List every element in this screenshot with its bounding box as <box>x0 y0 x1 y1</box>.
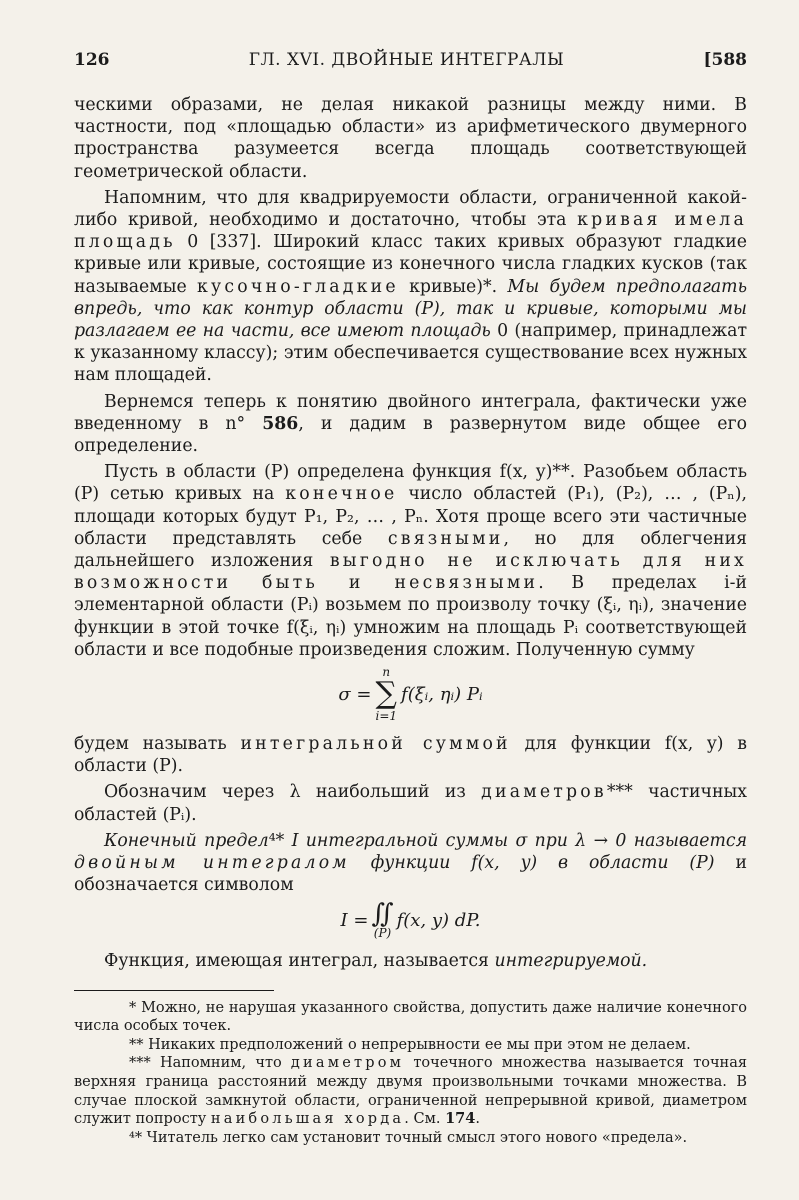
text: , но для облегчения дальнейшего изложения <box>74 528 747 572</box>
spaced-text: кривая имела площадь <box>74 210 747 253</box>
text: Обозначим через λ наибольший из <box>104 782 482 803</box>
paragraph-5 <box>74 733 747 777</box>
integral-domain: (P) <box>373 925 392 940</box>
section-number: [588 <box>703 50 747 70</box>
text: , и дадим в развернутом виде общее его определение. <box>74 413 747 457</box>
text: будем называть <box>74 734 241 755</box>
text: . <box>475 1111 480 1128</box>
page-header <box>74 50 747 80</box>
footnote-1: * Можно, не нарушая указанного свойства, допустить даже наличие конечного числа особых точек. <box>74 999 747 1035</box>
summation <box>376 665 398 723</box>
footnote-divider <box>74 990 274 991</box>
text: *** частичных областей (Pᵢ). <box>74 782 748 825</box>
paragraph-1 <box>74 94 747 183</box>
text: . См. <box>404 1111 446 1128</box>
spaced-text: наибольшая хорда <box>210 1111 405 1128</box>
text: число областей (P₁), (P₂), … , (Pₙ), площади которых будут P₁, P₂, … , Pₙ. Хотя проще всего эти частичные области представлять себе <box>74 484 747 549</box>
italic-text: интегрируемой. <box>494 950 648 971</box>
italic-text: I интегральной суммы σ при λ → 0 называется <box>291 830 748 851</box>
text: Функция, имеющая интеграл, называется <box>104 950 495 971</box>
double-integral-sign <box>371 898 394 940</box>
spaced-text: диаметром <box>290 1055 405 1072</box>
text: Вернемся теперь к понятию двойного интеграла, фактически уже введенному в n° <box>74 391 747 434</box>
text: 0 (например, принадлежат к указанному классу); этим обеспечивается существование всех нужных нам площадей. <box>74 321 748 386</box>
formula-lhs: σ = <box>338 683 372 705</box>
text: кривые)*. <box>398 276 508 297</box>
footnote-2: ** Никаких предположений о непрерывности ее мы при этом не делаем. <box>129 1036 691 1053</box>
spaced-text: диаметров <box>481 782 607 803</box>
paragraph-6 <box>74 781 747 825</box>
text: ⁴* <box>268 830 292 851</box>
page-number: 126 <box>74 50 110 70</box>
double-integral-formula <box>74 898 747 940</box>
italic-text: функции f(x, y) в области (P) <box>370 853 715 874</box>
formula-rhs: f(ξᵢ, ηᵢ) Pᵢ <box>401 683 483 705</box>
formula-lhs: I = <box>340 909 369 931</box>
body-text <box>74 94 747 972</box>
italic-text: Мы будем предполагать впредь, что как контур области (P), так и кривые, которыми мы разлагаем ее на части, все имеют площадь <box>74 276 747 342</box>
text: . В пределах i-й элементарной области (Pᵢ) возьмем по произволу точку (ξᵢ, ηᵢ), значение функции в этой точке f(ξᵢ, ηᵢ) умножим на площадь Pᵢ соответствующей области и все подобные произведения сложим. Полученную сумму <box>74 573 748 660</box>
sum-lower-limit: i=1 <box>375 709 398 724</box>
paragraph-4 <box>74 461 747 661</box>
spaced-text: конечное <box>285 484 398 505</box>
spaced-text: кусочно-гладкие <box>197 276 399 297</box>
formula-rhs: f(x, y) dP. <box>396 909 481 931</box>
footnote-3 <box>74 1054 747 1128</box>
text: для функции f(x, y) в области (P). <box>74 734 748 777</box>
paragraph-3 <box>74 391 747 458</box>
running-title: ГЛ. XVI. ДВОЙНЫЕ ИНТЕГРАЛЫ <box>248 50 565 70</box>
section-reference: 174 <box>445 1110 476 1128</box>
sum-upper-limit: n <box>382 665 391 680</box>
text: Напомним, что для квадрируемости области, ограниченной какой-либо кривой, необходимо и достаточно, чтобы эта <box>74 187 747 231</box>
italic-text: Конечный предел <box>104 830 269 851</box>
sigma-symbol: ∑ <box>375 676 397 712</box>
spaced-text: интегральной суммой <box>240 734 511 755</box>
text: ческими образами, не делая никакой разницы между ними. В частности, под «площадью области» из арифметического двумерного пространства разумеется всегда площадь соответствующей геометрической области. <box>74 95 747 182</box>
paragraph-2 <box>74 187 747 387</box>
text: и обозначается символом <box>74 853 747 896</box>
integral-symbol: ∬ <box>371 898 394 929</box>
text: 0 [337]. Широкий класс таких кривых образуют гладкие кривые или кривые, состоящие из конечного числа гладких кусков (так называемые <box>74 232 747 297</box>
text <box>350 853 371 873</box>
footnote-4: ⁴* Читатель легко сам установит точный смысл этого нового «предела». <box>129 1129 688 1146</box>
text: *** Напомним, что <box>129 1055 291 1072</box>
spaced-text: связными <box>387 528 504 549</box>
section-reference: 586 <box>262 413 299 434</box>
footnotes <box>74 999 747 1148</box>
text: точечного множества называется точная верхняя граница расстояний между двумя произвольными точками множества. В случае плоской замкнутой области, ограниченной непрерывной кривой, диаметром служит попросту <box>74 1055 747 1128</box>
paragraph-8 <box>74 950 747 972</box>
integral-sum-formula <box>74 665 747 723</box>
text: Пусть в области (P) определена функция f(x, y)**. Разобьем область (P) сетью кривых на <box>74 462 747 505</box>
spaced-text: выгодно не исключать для них возможности быть и несвязными <box>74 551 747 594</box>
paragraph-7 <box>74 830 747 897</box>
spaced-italic-text: двойным интегралом <box>74 853 350 874</box>
